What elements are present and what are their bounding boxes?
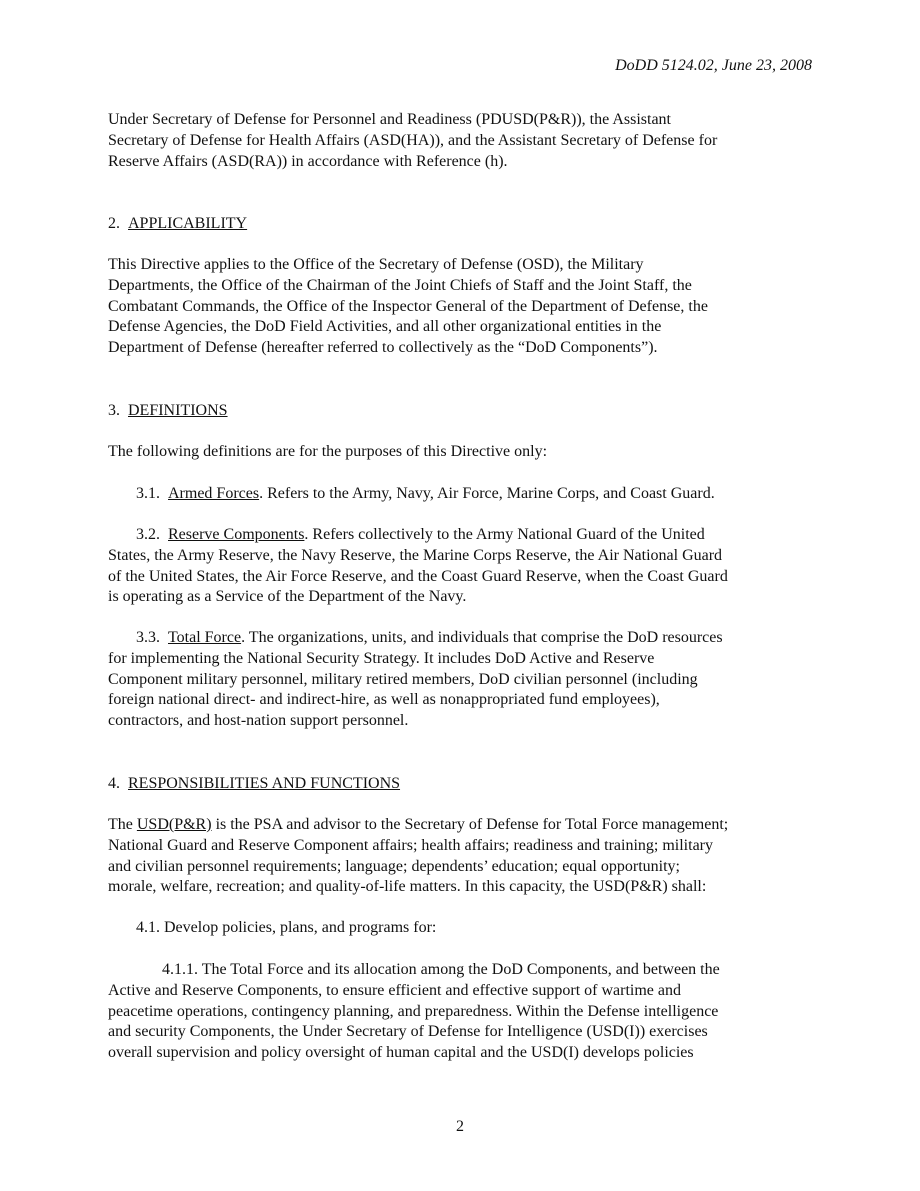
definition-term: Total Force (168, 629, 242, 646)
text-line: contractors, and host-nation support personnel. (108, 712, 409, 730)
text-line: for implementing the National Security Strategy. It includes DoD Active and Reserve (108, 649, 655, 667)
text-line: Secretary of Defense for Health Affairs (ASD(HA)), and the Assistant Secretary of Defense for (108, 131, 718, 149)
text-line (108, 525, 812, 546)
text-line: States, the Army Reserve, the Navy Reserve, the Marine Corps Reserve, the Air National Guard (108, 546, 723, 564)
section-3-heading (108, 401, 228, 422)
text-line: is operating as a Service of the Department of the Navy. (108, 588, 467, 606)
text-line (108, 815, 812, 836)
text-line: Component military personnel, military retired members, DoD civilian personnel (including (108, 670, 698, 688)
text-line: 4.1. Develop policies, plans, and programs for: (136, 919, 437, 936)
definition-text: . The organizations, units, and individuals that comprise the DoD resources (241, 629, 723, 646)
text-line: Active and Reserve Components, to ensure efficient and effective support of wartime and (108, 981, 681, 999)
definition-reserve-components (108, 525, 812, 608)
definition-term: Armed Forces (168, 485, 260, 502)
section-title: DEFINITIONS (128, 402, 228, 419)
text-line: Defense Agencies, the DoD Field Activities, and all other organizational entities in the (108, 318, 662, 336)
official-term: USD(P&R) (136, 816, 212, 833)
text-line: Combatant Commands, the Office of the Inspector General of the Department of Defense, the (108, 297, 708, 315)
document-header: DoDD 5124.02, June 23, 2008 (615, 57, 812, 74)
definition-number: 3.2. (136, 526, 160, 543)
text-line: of the United States, the Air Force Reserve, and the Coast Guard Reserve, when the Coast Guard (108, 567, 728, 585)
intro-paragraph (108, 110, 812, 172)
section-number: 3. (108, 402, 120, 419)
text-fragment: The (108, 816, 137, 833)
section-number: 4. (108, 775, 120, 792)
definition-armed-forces (108, 484, 812, 505)
text-line: The following definitions are for the purposes of this Directive only: (108, 443, 548, 460)
text-line (108, 484, 812, 505)
applicability-paragraph (108, 255, 812, 359)
section-2-heading (108, 214, 247, 235)
text-line: overall supervision and policy oversight of human capital and the USD(I) develops policies (108, 1044, 694, 1062)
text-line: peacetime operations, contingency planning, and preparedness. Within the Defense intelligence (108, 1002, 719, 1020)
text-line: This Directive applies to the Office of the Secretary of Defense (OSD), the Military (108, 256, 644, 273)
text-line: and security Components, the Under Secretary of Defense for Intelligence (USD(I)) exercises (108, 1023, 708, 1041)
text-line: and civilian personnel requirements; language; dependents’ education; equal opportunity; (108, 857, 680, 875)
definition-text: . Refers to the Army, Navy, Air Force, Marine Corps, and Coast Guard. (259, 485, 715, 502)
page-number: 2 (456, 1118, 464, 1135)
text-line: 4.1.1. The Total Force and its allocation among the DoD Components, and between the (162, 961, 720, 978)
section-title: RESPONSIBILITIES AND FUNCTIONS (128, 775, 401, 792)
text-fragment: is the PSA and advisor to the Secretary of Defense for Total Force management; (211, 816, 729, 833)
definition-term: Reserve Components (168, 526, 305, 543)
text-line: National Guard and Reserve Component affairs; health affairs; readiness and training; military (108, 836, 713, 854)
section-number: 2. (108, 215, 120, 232)
text-line: Under Secretary of Defense for Personnel and Readiness (PDUSD(P&R)), the Assistant (108, 111, 671, 128)
item-4-1-1 (108, 960, 812, 1064)
text-line (108, 628, 812, 649)
item-4-1 (108, 918, 812, 939)
text-line: Department of Defense (hereafter referred to collectively as the “DoD Components”). (108, 339, 658, 357)
definition-text: . Refers collectively to the Army National Guard of the United (304, 526, 705, 543)
text-line: Reserve Affairs (ASD(RA)) in accordance with Reference (h). (108, 152, 508, 170)
definition-number: 3.3. (136, 629, 160, 646)
definition-number: 3.1. (136, 485, 160, 502)
section-4-heading (108, 774, 400, 795)
responsibilities-paragraph (108, 815, 812, 898)
text-line: foreign national direct- and indirect-hire, as well as nonappropriated fund employees), (108, 691, 660, 709)
definition-total-force (108, 628, 812, 732)
text-line: Departments, the Office of the Chairman of the Joint Chiefs of Staff and the Joint Staff, the (108, 276, 692, 294)
text-line: morale, welfare, recreation; and quality-of-life matters. In this capacity, the USD(P&R) shall: (108, 878, 707, 896)
section-title: APPLICABILITY (128, 215, 248, 232)
definitions-intro (108, 442, 812, 463)
